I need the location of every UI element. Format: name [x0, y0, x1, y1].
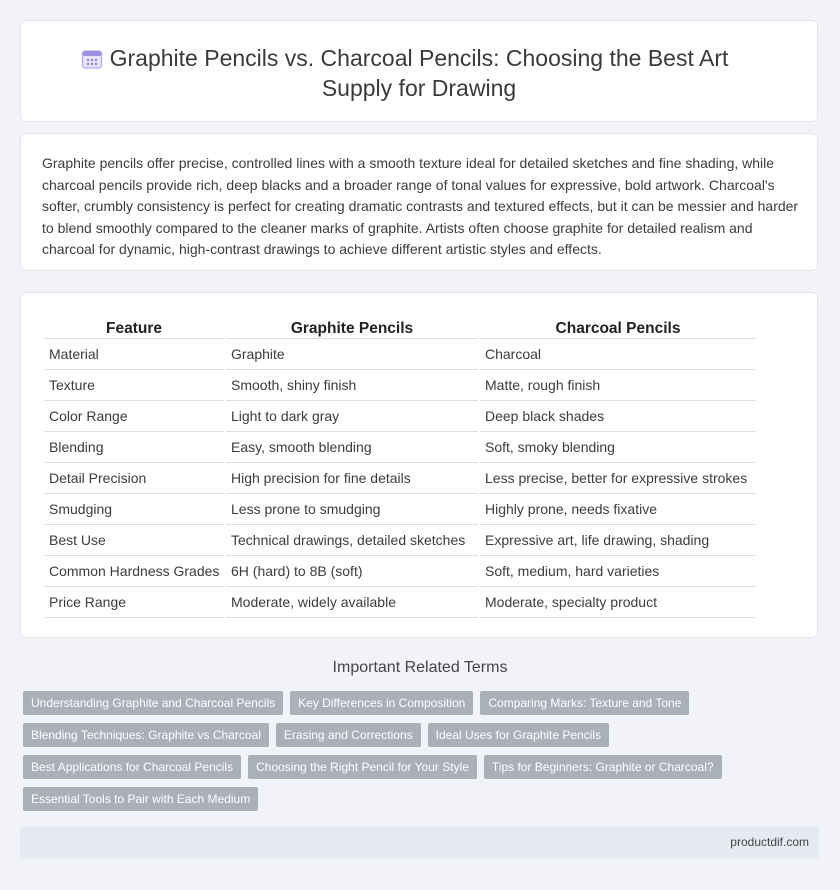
table-cell: Soft, smoky blending	[480, 432, 756, 463]
related-term-tag[interactable]: Ideal Uses for Graphite Pencils	[428, 723, 609, 747]
table-cell: Moderate, widely available	[226, 587, 478, 618]
table-cell: Deep black shades	[480, 401, 756, 432]
related-term-tag[interactable]: Tips for Beginners: Graphite or Charcoal?	[484, 755, 722, 779]
comparison-table	[42, 314, 758, 618]
page-title: Graphite Pencils vs. Charcoal Pencils: Choosing the Best Art Supply for Drawing	[109, 45, 729, 101]
table-row	[44, 556, 756, 587]
tag-row	[23, 787, 803, 811]
related-term-tag[interactable]: Blending Techniques: Graphite vs Charcoal	[23, 723, 269, 747]
table-header-row	[44, 314, 756, 339]
table-cell: Light to dark gray	[226, 401, 478, 432]
table-cell: Soft, medium, hard varieties	[480, 556, 756, 587]
table-row	[44, 401, 756, 432]
related-terms-title: Important Related Terms	[332, 659, 508, 676]
table-cell: Less prone to smudging	[226, 494, 478, 525]
table-cell: Expressive art, life drawing, shading	[480, 525, 756, 556]
column-header-graphite: Graphite Pencils	[226, 314, 478, 339]
related-term-tag[interactable]: Comparing Marks: Texture and Tone	[480, 691, 689, 715]
footer-site-link[interactable]: productdif.com	[730, 835, 809, 849]
table-cell: Highly prone, needs fixative	[480, 494, 756, 525]
table-cell: Material	[44, 339, 224, 370]
related-term-tag[interactable]: Choosing the Right Pencil for Your Style	[248, 755, 477, 779]
related-term-tag[interactable]: Key Differences in Composition	[290, 691, 473, 715]
table-cell: Technical drawings, detailed sketches	[226, 525, 478, 556]
footer	[20, 826, 819, 859]
table-row	[44, 432, 756, 463]
related-term-tag[interactable]: Erasing and Corrections	[276, 723, 421, 747]
table-cell: Easy, smooth blending	[226, 432, 478, 463]
table-cell: Price Range	[44, 587, 224, 618]
intro-card	[20, 133, 818, 271]
table-cell: Less precise, better for expressive strokes	[480, 463, 756, 494]
table-row	[44, 463, 756, 494]
table-cell: Moderate, specialty product	[480, 587, 756, 618]
tag-row	[23, 723, 803, 747]
related-term-tag[interactable]: Understanding Graphite and Charcoal Pencils	[23, 691, 283, 715]
related-term-tag[interactable]: Best Applications for Charcoal Pencils	[23, 755, 241, 779]
table-cell: High precision for fine details	[226, 463, 478, 494]
related-terms-list	[23, 691, 803, 819]
table-cell: Best Use	[44, 525, 224, 556]
table-row	[44, 494, 756, 525]
tag-row	[23, 755, 803, 779]
table-cell: Blending	[44, 432, 224, 463]
column-header-charcoal: Charcoal Pencils	[480, 314, 756, 339]
table-cell: Graphite	[226, 339, 478, 370]
table-cell: Detail Precision	[44, 463, 224, 494]
table-cell: 6H (hard) to 8B (soft)	[226, 556, 478, 587]
table-cell: Common Hardness Grades	[44, 556, 224, 587]
intro-paragraph: Graphite pencils offer precise, controlled lines with a smooth texture ideal for detailed sketches and fine shading, while charcoal pencils provide rich, deep blacks and a broader range of tonal values for expressive, bold artwork. Charcoal's softer, crumbly consistency is perfect for creating dramatic contrasts and textured effects, but it can be messier and harder to blend smoothly compared to the cleaner marks of graphite. Artists often choose graphite for detailed realism and charcoal for dynamic, high-contrast drawings to achieve different artistic styles and effects.	[42, 155, 799, 257]
table-cell: Smooth, shiny finish	[226, 370, 478, 401]
table-row	[44, 370, 756, 401]
table-cell: Texture	[44, 370, 224, 401]
table-cell: Smudging	[44, 494, 224, 525]
table-cell: Matte, rough finish	[480, 370, 756, 401]
table-cell: Charcoal	[480, 339, 756, 370]
comparison-card	[20, 292, 818, 638]
column-header-feature: Feature	[44, 314, 224, 339]
related-term-tag[interactable]: Essential Tools to Pair with Each Medium	[23, 787, 258, 811]
header-card	[20, 20, 818, 122]
table-row	[44, 587, 756, 618]
table-cell: Color Range	[44, 401, 224, 432]
table-row	[44, 339, 756, 370]
table-row	[44, 525, 756, 556]
tag-row	[23, 691, 803, 715]
